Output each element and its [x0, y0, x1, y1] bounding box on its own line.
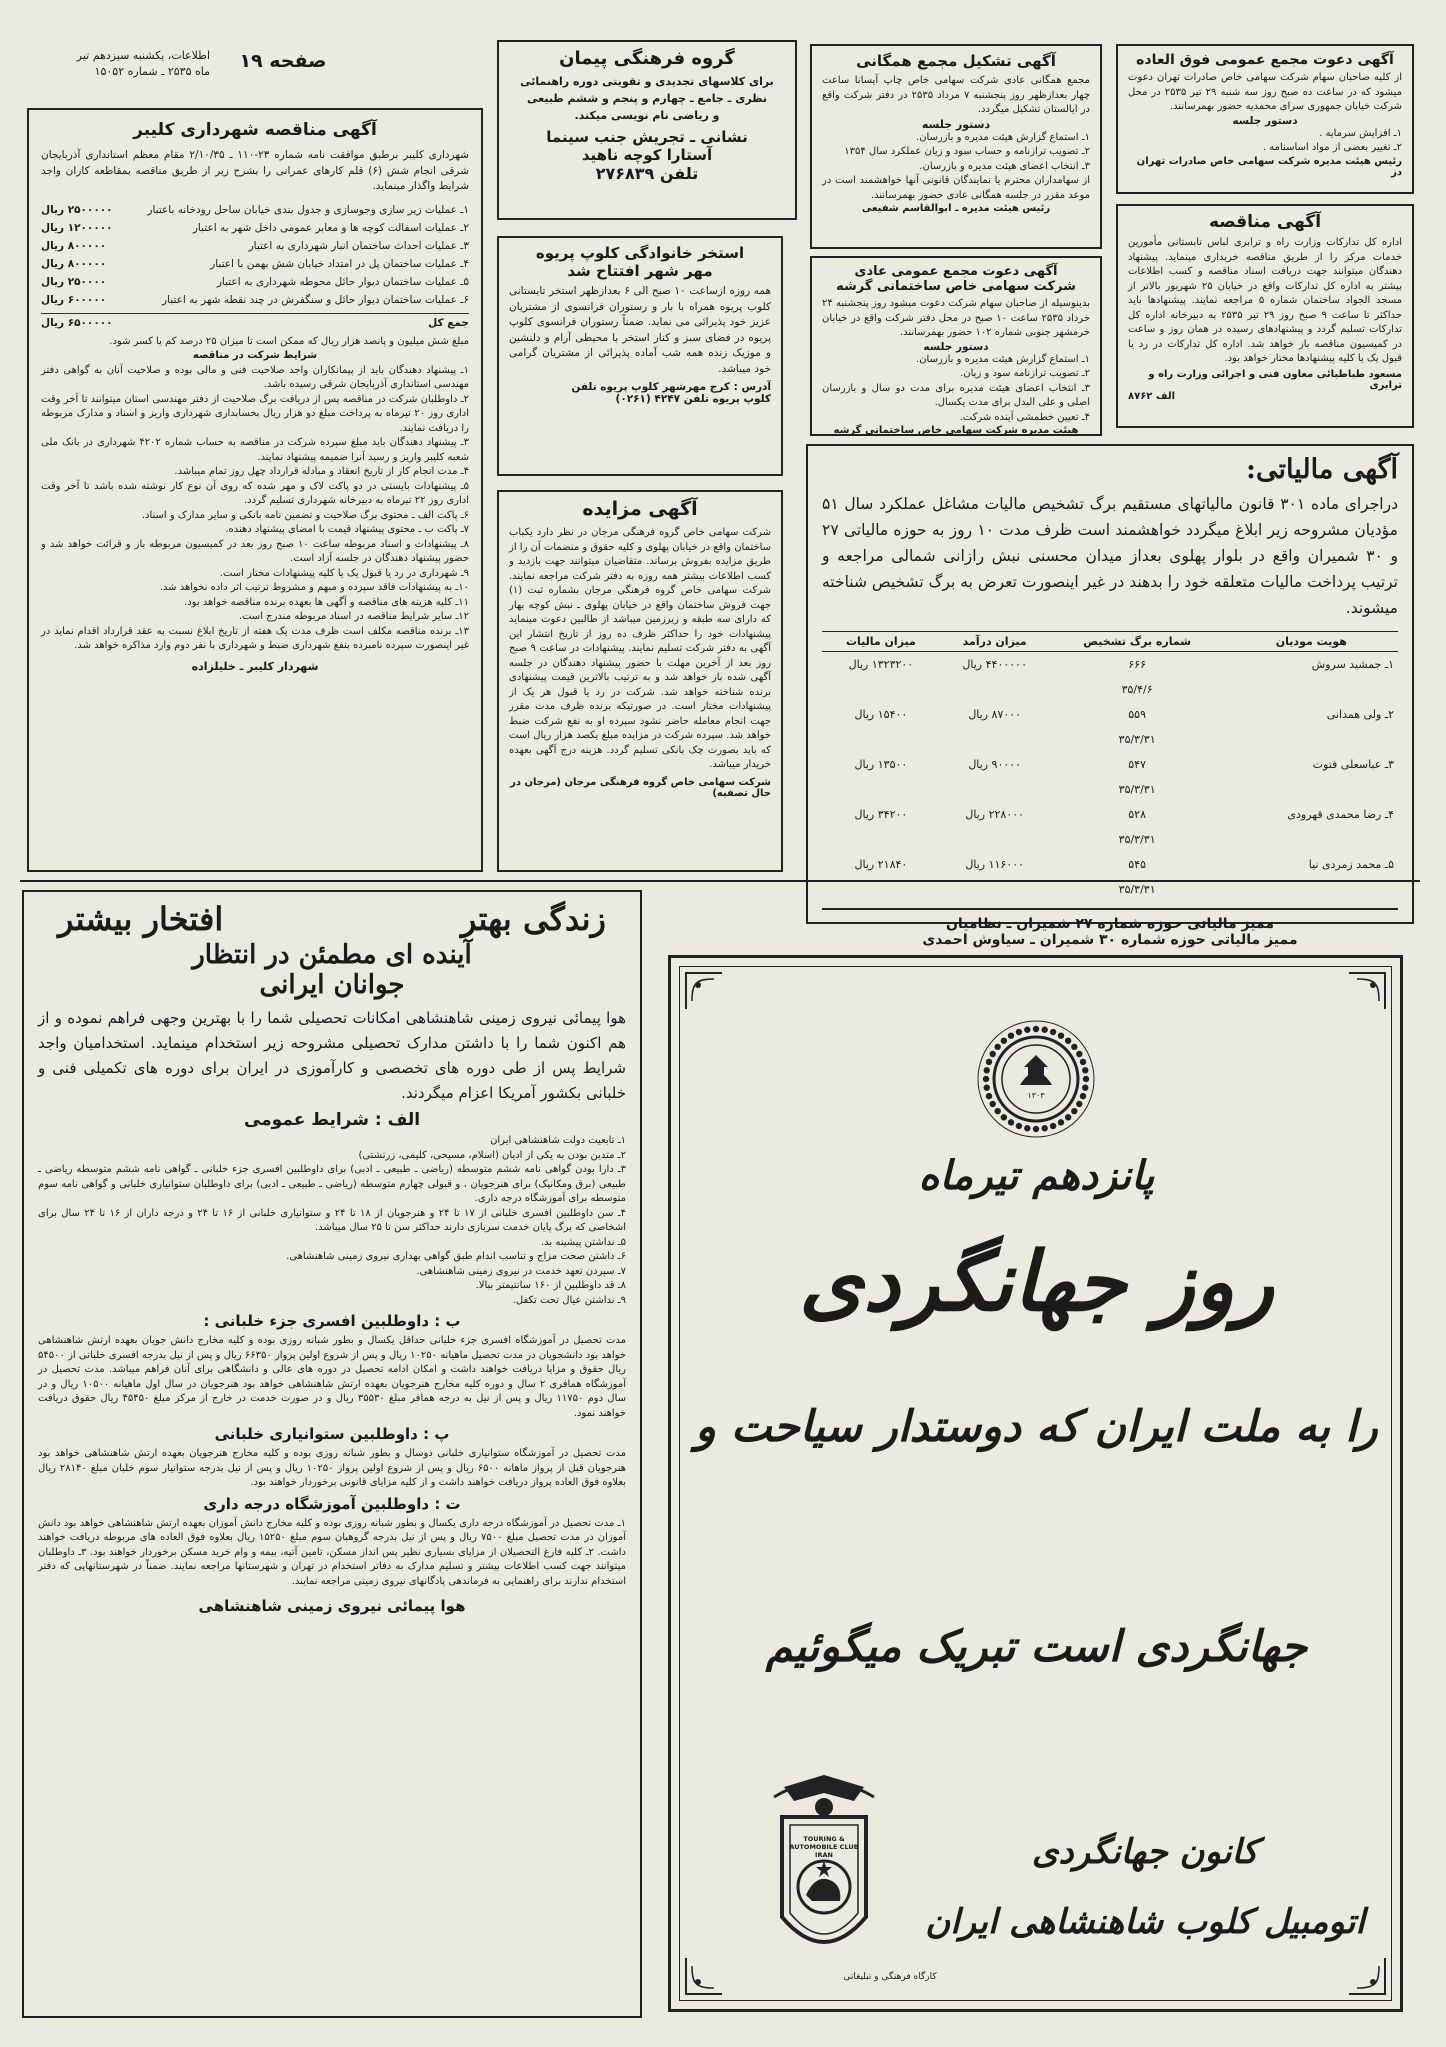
- tax-cell-income: [940, 677, 1050, 702]
- tax-column-header: میزان درآمد: [940, 632, 1050, 652]
- airforce-subhead1: آینده ای مطمئن در انتظار: [192, 940, 472, 970]
- tax-cell-name: ۲ـ ولی همدانی: [1326, 708, 1394, 721]
- tender-item-text: ۱ـ عملیات زیر سازی وجوسازی و جدول بندی خیابان ساحل رودخانه باعتبار: [147, 203, 469, 216]
- agenda-item: ۱ـ استماع گزارش هیئت مدیره و بازرسان.: [916, 353, 1090, 365]
- tender-item: [41, 219, 469, 237]
- hamgani-agenda-title: دستور جلسه: [921, 117, 991, 131]
- tax-cell-name: ۱ـ جمشید سروش: [1311, 658, 1394, 671]
- airforce-condition: ۷ـ سپردن تعهد خدمت در نیروی زمینی شاهنشاهی.: [416, 1265, 626, 1277]
- tender-item: [41, 273, 469, 291]
- tax-cell-name: ۴ـ رضا محمدی قهرودی: [1287, 808, 1394, 821]
- emblem-dot: [1083, 1076, 1089, 1082]
- table-row: [822, 827, 1398, 852]
- tender-body-line: ۴ـ مدت انجام کار از تاریخ انعقاد و مبادله قرارداد چهل روز تمام میباشد.: [174, 466, 469, 477]
- tender-item-text: ۳ـ عملیات احداث ساختمان انبار شهرداری به اعتبار: [248, 239, 469, 252]
- airforce-box: [22, 890, 642, 2018]
- emblem-dot: [1008, 1119, 1014, 1125]
- corner-ornament-icon: [684, 1956, 724, 1996]
- tax-cell-income: [940, 777, 1050, 802]
- agenda-item: ۳ـ انتخاب اعضای هیئت مدیره برای مدت دو سال و بازرسان اصلی و علی البدل برای مدت یکسال.: [822, 382, 1090, 408]
- contract-tender-sign: مسعود طباطبائی معاون فنی و اجرائی وزارت راه و ترابری: [1148, 368, 1402, 391]
- tax-cell-tax: [822, 827, 940, 852]
- table-row: [822, 727, 1398, 752]
- tender-item-amount: ۲۵۰۰۰۰۰ ریال: [41, 203, 113, 216]
- tax-sign-2: ممیز مالیاتی حوزه شماره ۳۰ شمیران ـ سیاوش احمدی: [922, 932, 1298, 948]
- tax-cell-ref: ۵۲۸: [1128, 808, 1146, 821]
- tax-cell-tax: [822, 727, 940, 752]
- emblem-dot: [1065, 1037, 1071, 1043]
- tourism-date: پانزدهم تیرماه: [918, 1152, 1155, 1199]
- emblem-dot: [1065, 1114, 1071, 1120]
- airforce-condition: ۱ـ تابعیت دولت شاهنشاهی ایران: [490, 1135, 626, 1146]
- tax-column-header: شماره برگ تشخیص: [1050, 632, 1225, 652]
- auction-title: آگهی مزایده: [582, 498, 698, 520]
- peyman-box: [497, 40, 797, 220]
- emblem-dot: [994, 1044, 1000, 1050]
- garshe-agenda-title: دستور جلسه: [923, 340, 989, 353]
- emblem-dot: [1058, 1119, 1064, 1125]
- airforce-condition: ۳ـ دارا بودن گواهی نامه ششم متوسطه (ریاضی ـ طبیعی ـ ادبی) برای داوطلبین افسری جزء خلبانی ـ گواهی نامه ششم متوسطه ریاضی ـ طبیعی (برق ومکانیک) برای هنرجویان ، و قبولی چهارم متوسطه (ریاضی ـ طبیعی ـ ادبی) برای داوطلبان ستوانیاری خلبانی و گواهی نامه سوم متوسطه برای آموزشگاه درجه داری.: [38, 1164, 626, 1204]
- tax-cell-ref: ۳۵/۳/۳۱: [1118, 833, 1156, 846]
- tax-cell-ref: ۳۵/۳/۳۱: [1118, 733, 1156, 746]
- tender-body-line: ۸ـ پیشنهادات و اسناد مربوطه ساعت ۱۰ صبح روز بعد در کمیسیون مربوطه باز و قرائت خواهد شد و حضور پیشنهاد دهندگان در جلسه آزاد است.: [41, 538, 469, 564]
- tax-column-header: هویت مودیان: [1225, 632, 1398, 652]
- emblem-dot: [1080, 1093, 1086, 1099]
- airforce-condition: ۴ـ سن داوطلبین افسری خلبانی از ۱۷ تا ۲۴ و هنرجویان از ۱۸ تا ۲۴ و ستوانیاری خلبانی از ۱۶ تا ۲۴ و درجه داران از ۱۶ تا ۲۴ سال برای اشخاصی که برگ پایان خدمت سربازی دارند حداکثر سن تا ۲۵ سال میباشد.: [38, 1207, 627, 1233]
- tax-cell-ref: ۶۶۶: [1128, 658, 1146, 671]
- tender-body-line: ۱۲ـ سایر شرایط مناقصه در اسناد مربوطه مندرج است.: [238, 611, 469, 622]
- emblem-dot: [1016, 1029, 1022, 1035]
- peyman-line: نظری ـ جامع ـ چهارم و پنجم و ششم طبیعی: [526, 92, 768, 105]
- tender-item: [41, 237, 469, 255]
- tourism-inner-frame: [679, 966, 1392, 2001]
- peyman-address: نشانی ـ تجریش جنب سینما: [546, 128, 748, 146]
- tender-item-text: ۶ـ عملیات ساختمان دیوار حائل و سنگفرش در چند نقطه شهر به اعتبار: [162, 293, 469, 306]
- tax-cell-income: ۸۷۰۰۰ ریال: [968, 708, 1022, 721]
- tender-body-line: ۳ـ پیشنهاد دهندگان باید مبلغ سپرده شرکت در مناقصه به حساب شماره ۴۲۰۲ شهرداری در بانک ملی شعبه کلیبر واریز و رسید آنرا ضمیمه پیشنهاد نمایند.: [41, 437, 469, 463]
- garshe-agenda: [822, 353, 1090, 426]
- emblem-dot: [989, 1101, 995, 1107]
- emblem-dot: [983, 1076, 989, 1082]
- tender-item-amount: ۸۰۰۰۰۰ ریال: [41, 239, 107, 252]
- emblem-dot: [1041, 1125, 1047, 1131]
- airforce-intro: هوا پیمائی نیروی زمینی شاهنشاهی امکانات تحصیلی شما را با بهترین وجهی فراهم نموده و از هم اکنون شما را با داشتن مدارک تحصیلی مشروحه زیر استخدام مینماید. استخدامیان واجد شرایط پس از طی دوره های تخصصی و کارآموزی در ایران برای دوره های تکمیلی فنی و خلبانی بکشور آمریکا اعزام میگردند.: [38, 1009, 626, 1102]
- tax-cell-name: [1225, 677, 1398, 702]
- tax-cell-tax: ۱۵۴۰۰ ریال: [854, 708, 908, 721]
- tax-cell-tax: ۳۴۲۰۰ ریال: [854, 808, 908, 821]
- table-row: [822, 852, 1398, 877]
- tender-body-line: ۲ـ داوطلبان شرکت در مناقصه پس از دریافت برگ صلاحیت از دفتر مهندسی استان میتوانند تا آخر وقت اداری روز ۲۰ تیرماه به پرداخت مبلغ دو هزار ریال بحسابداری شهرداری واریز و اسناد و مدارک مربوطه را دریافت نمایند.: [41, 393, 470, 434]
- emblem-dot: [1071, 1108, 1077, 1114]
- contract-tender-title: آگهی مناقصه: [1208, 212, 1322, 232]
- corner-ornament-icon: [684, 971, 724, 1011]
- table-row: [822, 677, 1398, 702]
- table-row: [822, 702, 1398, 727]
- tender-item-text: ۴ـ عملیات ساختمان پل در امتداد خیابان شش بهمن با اعتبار: [210, 257, 469, 270]
- emblem-dot: [1024, 1125, 1030, 1131]
- airforce-subhead2: جوانان ایرانی: [259, 970, 405, 1000]
- emblem-dot: [1024, 1027, 1030, 1033]
- emblem-dot: [1033, 1026, 1039, 1032]
- tax-cell-income: ۹۰۰۰۰ ریال: [968, 758, 1022, 771]
- tender-body-line: ۵ـ پیشنهادات بایستی در دو پاکت لاک و مهر شده که روی آن نوع کار نوشته شده باشد تا آخر وقت اداری روز ۲۲ تیرماه به دبیرخانه شهرداری تسلیم گردد.: [41, 480, 469, 506]
- tender-item-amount: ۸۰۰۰۰۰ ریال: [41, 257, 107, 270]
- pool-title: استخر خانوادگی کلوپ پریوه: [535, 244, 745, 262]
- tax-notice-body: دراجرای ماده ۳۰۱ قانون مالیاتهای مستقیم برگ تشخیص مالیات مشاغل عملکرد سال ۵۱ مؤدیان مشروحه زیر ابلاغ میگردد خواهشمند است ظرف مدت ۱۰ روز به حوزه مالیاتی ۲۷ و ۳۰ شمیران واقع در بلوار پهلوی بعداز میدان محسنی نبش رازانی شمالی مراجعه و ترتیب پرداخت مالیات متعلقه خود را بدهند در غیر اینصورت تعرض به برگ تشخیص شناخته میشوند.: [822, 495, 1398, 617]
- corner-ornament-icon: [1347, 971, 1387, 1011]
- tax-notice-title: آگهی مالیاتی:: [1246, 454, 1398, 485]
- peyman-line: و ریاضی نام نویسی میکند.: [574, 109, 720, 122]
- emblem-dot: [1071, 1044, 1077, 1050]
- hamgani-agenda: [822, 131, 1090, 175]
- tax-table: [822, 632, 1398, 902]
- tax-notice-box: [806, 444, 1414, 948]
- tax-cell-tax: ۱۳۵۰۰ ریال: [854, 758, 908, 771]
- tender-item-amount: ۲۵۰۰۰۰ ریال: [41, 275, 107, 288]
- tender-item-amount: ۱۲۰۰۰۰۰ ریال: [41, 221, 113, 234]
- agenda-item: ۴ـ تعیین خطمشی آینده شرکت.: [959, 411, 1090, 423]
- tender-body-line: ۷ـ پاکت ب ـ محتوی پیشنهاد قیمت با امضای پیشنهاد دهنده.: [225, 524, 469, 535]
- garshe-box: [810, 256, 1102, 436]
- tax-cell-income: [940, 827, 1050, 852]
- airforce-section-b-text: مدت تحصیل در آموزشگاه افسری جزء خلبانی حداقل یکسال و بطور شبانه روزی بوده و کلیه مخارج دانش جویان بعهده ارتش شاهنشاهی خواهد بود دانشجویان در مدت تحصیل ماهیانه ۱۰۲۵۰ ریال و پس از شروع اولین پرواز ۶۶۳۵۰ ریال و پس از نیل بدرجه افسری خلبانی از ۵۴۵۰۰ ریال حقوق و مزایا دریافت خواهند داشت و امکان ادامه تحصیل در دوره های عالی و دانشگاهی برای آنان فراهم میباشد. مدت تحصیل در آموزشگاه همافری ۲ سال و دوره کلیه مخارج هنرجویان بعهده ارتش شاهنشاهی خواهد بود هنرجویان در سال اول ماهیانه ۱۰۵۰۰ ریال و در سال دوم ۱۱۷۵۰ ریال و پس از نیل به درجه همافر مبلغ ۳۵۵۳۰ ریال و در صورت خدمت در خارج از مرکز مبلغ ۴۵۴۵۰ ریال حقوق دریافت خواهند نمود.: [38, 1335, 626, 1419]
- tender-kalibar-total: جمع کل ۶۵۰۰۰۰۰ ریال: [41, 313, 469, 329]
- tax-cell-tax: [822, 677, 940, 702]
- emblem-dot: [1076, 1051, 1082, 1057]
- agenda-item: ۲ـ تصویب ترازنامه سود و زیان.: [960, 368, 1090, 379]
- tax-cell-name: ۳ـ عباسعلی فتوت: [1312, 758, 1394, 771]
- masthead: اطلاعات، یکشنبه سیزدهم تیر ماه ۲۵۳۵ ـ شماره ۱۵۰۵۲: [76, 49, 210, 78]
- peyman-phone: تلفن ۲۷۶۸۳۹: [595, 164, 699, 183]
- hamgani-box: [810, 44, 1102, 249]
- pool-subtitle: مهر شهر افتتاح شد: [567, 262, 713, 280]
- tax-cell-ref: ۵۴۷: [1128, 758, 1146, 771]
- tender-kalibar-items: [41, 201, 469, 309]
- emblem-dot: [1058, 1032, 1064, 1038]
- tender-kalibar-body: [41, 335, 469, 654]
- contract-tender-code: الف ۸۷۶۲: [1128, 390, 1175, 402]
- airforce-sign: هوا پیمائی نیروی زمینی شاهنشاهی: [198, 1597, 466, 1615]
- airforce-condition: ۲ـ متدین بودن به یکی از ادیان (اسلام، مسیحی، کلیمی، زرتشتی): [358, 1149, 626, 1161]
- airforce-condition: ۵ـ نداشتن پیشینه بد.: [541, 1236, 626, 1248]
- tourism-credit: کارگاه فرهنگی و تبلیغاتی: [843, 1972, 937, 1982]
- pool-line: همه روزه ازساعت ۱۰ صبح الی ۶ بعدازظهر استخر تابستانی کلوب پریوه همراه با بار و رستوران فرانسوی از مشتریان عزیز خود پذیرائی می نماید. ضمناً رستوران فرانسوی کلوپ پریوه در فضای سبز و کنار استخر با محیطی آرام و دلنشین و موزیک زنده همه شب آماده پذیرائی از مشتریان گرامی خود میباشد.: [509, 285, 771, 375]
- extraordinary-title: آگهی دعوت مجمع عمومی فوق العاده: [1136, 52, 1394, 68]
- garshe-title: آگهی دعوت مجمع عمومی عادی: [854, 264, 1058, 279]
- tender-item: [41, 255, 469, 273]
- tourism-org2: اتومبیل کلوب شاهنشاهی ایران: [925, 1902, 1365, 1942]
- airforce-section-t-text: ۱ـ مدت تحصیل در آموزشگاه درجه داری یکسال و بطور شبانه روزی بوده و کلیه مخارج دانش آموزان بعهده ارتش شاهنشاهی خواهد بود دانش آموزان در مدت تحصیل مبلغ ۷۵۰۰ ریال و پس از نیل بدرجه گروهبان سوم مبلغ ۱۵۲۵۰ ریال بعلاوه فوق العاده های مربوطه دریافت خواهند داشت. ۲ـ کلیه فارغ التحصیلان از مزایای بسیاری نظیر پس انداز مسکن، تامین آتیه، بیمه و وام خرید مسکن برخوردار خواهند بود. ۳ـ داوطلبان میتوانند جهت کسب اطلاعات بیشتر و تسلیم مدارک به دفاتر استخدام در تهران و شهرستانها مراجعه نمایند. ضمناً در شهرستانهایی که دفتر استخدام ندارند برای راهنمایی به فرماندهی پادگانهای نیروی زمینی مراجعه نمایند.: [38, 1517, 626, 1587]
- tourism-line2: جهانگردی است تبریک میگوئیم: [765, 1622, 1308, 1672]
- tax-cell-income: ۱۱۶۰۰۰ ریال: [965, 858, 1025, 871]
- airforce-section-t: ت : داوطلبین آموزشگاه درجه داری: [203, 1494, 461, 1513]
- agenda-item: ۱ـ استماع گزارش هیئت مدیره و بازرسان.: [916, 131, 1090, 143]
- club-badge-text: TOURING & AUTOMOBILE CLUB IRAN: [789, 1835, 859, 1859]
- tourism-emblem: [976, 1019, 1096, 1139]
- tax-cell-ref: ۳۵/۴/۶: [1121, 683, 1153, 696]
- page-number: صفحه ۱۹: [239, 50, 327, 72]
- contract-tender-body: اداره کل تدارکات وزارت راه و ترابری لباس تابستانی مأمورین خدمات مرکز را از طریق مناقصه خریداری مینماید. پیشنهاد دهندگان میتوانند جهت دریافت اسناد مناقصه و کسب اطلاعات بیشتر به اداره کل تدارکات واقع در خیابان ۲۵ شهریور بالاتر از مسجد الجواد ساختمان شماره ۵ مراجعه نمایند. پیشنهادها باید حداکثر تا ساعت ۹ صبح روز ۲۹ تیر ۲۵۳۵ به دبیرخانه اداره کل تدارکات تسلیم گردد و پیشنهادهای رسیده در همان روز و ساعت در کمیسیون مناقصه باز خواهد شد. اداره کل تدارکات در رد یا قبول یک یا کلیه پیشنهادها مختار خواهد بود.: [1128, 237, 1402, 364]
- emblem-dot: [1076, 1101, 1082, 1107]
- tender-body-line: ۱ـ پیشنهاد دهندگان باید از پیمانکاران واجد صلاحیت فنی و مالی بوده و صلاحیت آنان به گواهی دفتر مهندسی استانداری آذربایجان شرقی رسیده باشد.: [41, 364, 469, 390]
- hamgani-body: مجمع همگانی عادی شرکت سهامی خاص چاپ آیسانا ساعت چهار بعدازظهر روز پنجشنبه ۷ مرداد ۲۵۳۵ در دفتر شرکت واقع در ایالستان تشکیل میگردد.: [822, 75, 1091, 115]
- tax-cell-name: [1225, 727, 1398, 752]
- emblem-dot: [986, 1093, 992, 1099]
- tender-kalibar-title: آگهی مناقصه شهرداری کلیبر: [133, 120, 377, 140]
- extraordinary-agenda: [1128, 127, 1402, 156]
- club-badge: [754, 1767, 894, 1977]
- tax-cell-ref: ۳۵/۳/۳۱: [1118, 883, 1156, 896]
- garshe-body: بدینوسیله از صاحبان سهام شرکت دعوت میشود روز پنجشنبه ۲۴ خرداد ۲۵۳۵ ساعت ۱۰ صبح در محل دفتر شرکت واقع در خیابان خرمشهر جنوبی شماره ۱۰۲ حضور بهمرسانند.: [822, 298, 1091, 338]
- tax-cell-ref: ۵۴۵: [1128, 858, 1146, 871]
- emblem-dot: [1008, 1032, 1014, 1038]
- emblem-year: ۱۳۰۳: [1027, 1091, 1045, 1100]
- tender-body-line: ۱۱ـ کلیه هزینه های مناقصه و آگهی ها بعهده برنده مناقصه خواهد بود.: [184, 596, 469, 608]
- garshe-subtitle: شرکت سهامی خاص ساختمانی گرشه: [836, 279, 1076, 294]
- tax-sign-1: ممیز مالیاتی حوزه شماره ۲۷ شمیران ـ نظامیان: [945, 916, 1275, 932]
- emblem-dot: [1001, 1037, 1007, 1043]
- airforce-headline: [38, 900, 626, 938]
- pool-sign: کلوپ پریوه تلفن ۴۲۴۷ (۰۲۶۱): [615, 393, 771, 405]
- emblem-dot: [1050, 1029, 1056, 1035]
- emblem-dot: [1016, 1123, 1022, 1129]
- contract-tender-box: [1116, 204, 1414, 428]
- airforce-section-p: پ : داوطلبین ستوانیاری خلبانی: [214, 1425, 450, 1443]
- tax-cell-name: ۵ـ محمد زمردی نیا: [1308, 858, 1394, 871]
- airforce-section-p-text: مدت تحصیل در آموزشگاه ستوانیاری خلبانی دوسال و بطور شبانه روزی بوده و کلیه مخارج هنرجویان بعهده ارتش شاهنشاهی خواهد بود هنرجویان قبل از پرواز ماهانه ۶۵۰۰ ریال و پس از شروع اولین پرواز ۱۰۲۵۰ ریال و پس از نیل بدرجه ستوانیار سوم خلبان مبلغ ۲۸۱۴۰ ریال بعلاوه فوق العاده پرواز دریافت خواهند داشت و از کلیه مزایای قانونی برخوردار خواهند بود.: [38, 1448, 626, 1488]
- auction-box: [497, 490, 783, 872]
- table-row: [822, 777, 1398, 802]
- hamgani-title: آگهی تشکیل مجمع همگانی: [856, 52, 1056, 70]
- tax-cell-ref: ۵۵۹: [1128, 708, 1146, 721]
- emblem-dot: [989, 1051, 995, 1057]
- tax-cell-income: ۲۲۸۰۰۰ ریال: [965, 808, 1025, 821]
- airforce-headline-right: زندگی بهتر: [460, 900, 606, 938]
- table-row: [822, 652, 1398, 678]
- tax-cell-tax: ۱۳۲۳۲۰۰ ریال: [848, 658, 914, 671]
- tender-kalibar-intro: شهرداری کلیبر برطبق موافقت نامه شماره ۲۳-۱۱۰ ـ ۲/۱۰/۳۵ مقام معظم استانداری آذربایجان شرقی انجام شش (۶) قلم کارهای عمرانی را بشرح زیر از طریق مناقصه بمقاطعه کاران واجد شرایط واگذار مینماید.: [41, 149, 469, 192]
- corner-ornament-icon: [1347, 1956, 1387, 1996]
- emblem-dot: [1050, 1123, 1056, 1129]
- tax-cell-name: [1225, 827, 1398, 852]
- emblem-dot: [1041, 1027, 1047, 1033]
- airforce-section-a-items: [38, 1134, 626, 1308]
- airforce-section-b: ب : داوطلبین افسری جزء خلبانی :: [203, 1312, 461, 1330]
- emblem-dot: [1082, 1084, 1088, 1090]
- tender-item-amount: ۶۰۰۰۰۰ ریال: [41, 293, 107, 306]
- tender-body-line: ۹ـ شهرداری در رد یا قبول یک یا کلیه پیشنهادات مختار است.: [219, 567, 469, 579]
- tender-item: [41, 291, 469, 309]
- agenda-item: ۳ـ انتخاب اعضای هیئت مدیره و بازرسان.: [919, 160, 1090, 172]
- tourism-line1: را به ملت ایران که دوستدار سیاحت و: [695, 1402, 1378, 1452]
- club-badge-icon: [754, 1767, 894, 1977]
- pool-body: [509, 284, 771, 377]
- airforce-condition: ۸ـ قد داوطلبین از ۱۶۰ سانتیمتر ببالا.: [475, 1280, 626, 1291]
- tourism-box: [668, 955, 1403, 2012]
- pool-address: آدرس : کرج مهرشهر کلوپ پریوه تلفن: [571, 381, 771, 393]
- tax-cell-tax: [822, 777, 940, 802]
- extraordinary-body: از کلیه صاحبان سهام شرکت سهامی خاص صادرات تهران دعوت میشود که در ساعت ده صبح روز سه شنبه ۲۹ تیر ۲۵۳۵ در محل شرکت خیابان جمهوری سرای محمدیه حضور بهمرسانند.: [1128, 72, 1402, 112]
- pool-box: [497, 236, 783, 476]
- tender-body-line: ۱۰ـ به پیشنهادات فاقد سپرده و مبهم و مشروط ترتیب اثر داده نخواهد شد.: [159, 582, 469, 593]
- emblem-dot: [994, 1108, 1000, 1114]
- tender-body-line: ۱۳ـ برنده مناقصه مکلف است ظرف مدت یک هفته از تاریخ ابلاغ نسبت به عقد قرارداد اقدام نماید در غیر اینصورت سپرده نامبرده بنفع شهرداری ضبط و شهرداری با نفر دوم وارد مذاکره خواهد شد.: [41, 625, 469, 651]
- peyman-line: برای کلاسهای تجدیدی و تقویتی دوره راهنمائی: [520, 75, 774, 88]
- tender-item-text: ۲ـ عملیات اسفالت کوچه ها و معابر عمومی داخل شهر به اعتبار: [192, 221, 469, 234]
- tax-cell-tax: ۲۱۸۴۰ ریال: [854, 858, 908, 871]
- tender-kalibar-signature: شهردار کلیبر ـ خلیلزاده: [191, 659, 319, 673]
- emblem-dot: [1033, 1126, 1039, 1132]
- divider-horizontal: [20, 880, 1420, 882]
- tender-body-line: شرایط شرکت در مناقصه: [192, 350, 318, 361]
- emblem-dot: [984, 1067, 990, 1073]
- emblem-sun-icon: [976, 1019, 1096, 1139]
- peyman-address2: آستارا کوچه ناهید: [581, 146, 713, 164]
- tax-cell-income: [940, 727, 1050, 752]
- extraordinary-agenda-title: دستور جلسه: [1232, 114, 1298, 127]
- emblem-dot: [984, 1084, 990, 1090]
- tender-body-line: ۶ـ پاکت الف ـ محتوی برگ صلاحیت و تضمین نامه بانکی و سایر مدارک و اسناد.: [141, 509, 469, 521]
- auction-body: شرکت سهامی خاص گروه فرهنگی مرجان در نظر دارد یکباب ساختمان واقع در خیابان پهلوی و کلیه حقوق و منضمات آن را از طریق مزایده بفروش برساند. متقاضیان میتوانند جهت بازدید و کسب اطلاعات بیشتر همه روزه به دفتر شرکت مراجعه نمایند. شرکت سهامی خاص گروه فرهنگی مرجان بشماره ثبت (۱) جهت فروش ساختمان واقع در خیابان پهلوی ـ نبش کوچه بهار که دارای سه طبقه و زیرزمین میباشد از طالبین دعوت مینماید پیشنهادات خود را حداکثر ظرف ده روز از تاریخ انتشار این آگهی به دفتر شرکت تسلیم نمایند. پیشنهادات در ساعت ۹ صبح روز بعد از آخرین مهلت با حضور پیشنهاد دهندگان در جلسه آگهی شده باز خواهد شد و به ترتیب بالاترین قیمت پیشنهادی برنده شناخته خواهد شد. شرکت در رد یا قبول هر یک از پیشنهادات مختار است. در صورتیکه برنده ظرف مدت مقرر جهت انجام معامله حاضر نشود سپرده او به نفع شرکت ضبط خواهد شد. سپرده شرکت در مزایده مبلغ یکصد هزار ریال است که باید بصورت چک بانکی تسلیم گردد. هزینه درج آگهی بعهده خریدار میباشد.: [509, 527, 771, 770]
- tax-column-header: میزان مالیات: [822, 632, 940, 652]
- emblem-dot: [1082, 1067, 1088, 1073]
- peyman-title: گروه فرهنگی پیمان: [559, 48, 735, 69]
- tax-cell-ref: ۳۵/۳/۳۱: [1118, 783, 1156, 796]
- garshe-sign: هیئت مدیره شرکت سهامی خاص ساختمانی گرشه: [833, 425, 1079, 436]
- extraordinary-box: [1116, 44, 1414, 194]
- extraordinary-sign: رئیس هیئت مدیره شرکت سهامی خاص صادرات تهران دز: [1136, 155, 1402, 178]
- table-row: [822, 802, 1398, 827]
- table-row: [822, 752, 1398, 777]
- tourism-headline: روز جهانگردی: [799, 1234, 1274, 1330]
- tax-cell-income: ۴۴۰۰۰۰۰ ریال: [962, 658, 1027, 671]
- hamgani-note: از سهامداران محترم یا نمایندگان قانونی آنها خواهشمند است در موعد مقرر در جلسه همگانی عادی حضور بهمرسانند.: [822, 175, 1090, 201]
- peyman-lines: [509, 73, 785, 124]
- tax-table-wrap: [822, 631, 1398, 902]
- airforce-section-a: الف : شرایط عمومی: [243, 1110, 421, 1130]
- agenda-item: ۱ـ افزایش سرمایه .: [1319, 127, 1402, 139]
- agenda-item: ۲ـ تغییر بعضی از مواد اساسنامه .: [1262, 142, 1402, 153]
- emblem-dot: [1080, 1059, 1086, 1065]
- emblem-dot: [986, 1059, 992, 1065]
- hamgani-sign: رئیس هیئت مدیره ـ ابوالقاسم شفیعی: [861, 203, 1051, 214]
- tender-item-text: ۵ـ عملیات ساختمان دیوار حائل محوطه شهرداری به اعتبار: [216, 275, 469, 288]
- tax-cell-name: [1225, 777, 1398, 802]
- auction-sign: شرکت سهامی خاص گروه فرهنگی مرجان (مرجان در حال تصفیه): [510, 776, 771, 799]
- tender-item: [41, 201, 469, 219]
- tax-signs: [822, 908, 1398, 948]
- tourism-org1: کانون جهانگردی: [1031, 1832, 1259, 1872]
- tender-kalibar-box: [27, 108, 483, 872]
- tender-body-line: مبلغ شش میلیون و پانصد هزار ریال که ممکن است تا میزان ۲۵ درصد کم یا کسر شود.: [109, 335, 469, 347]
- airforce-condition: ۹ـ نداشتن عیال تحت تکفل.: [512, 1294, 626, 1306]
- emblem-dot: [1001, 1114, 1007, 1120]
- airforce-headline-left: افتخار بیشتر: [58, 900, 224, 938]
- airforce-condition: ۶ـ داشتن صحت مزاج و تناسب اندام طبق گواهی بهداری نیروی زمینی شاهنشاهی.: [286, 1251, 626, 1262]
- agenda-item: ۲ـ تصویب ترازنامه و حساب سود و زیان عملکرد سال ۱۳۵۴: [844, 146, 1090, 157]
